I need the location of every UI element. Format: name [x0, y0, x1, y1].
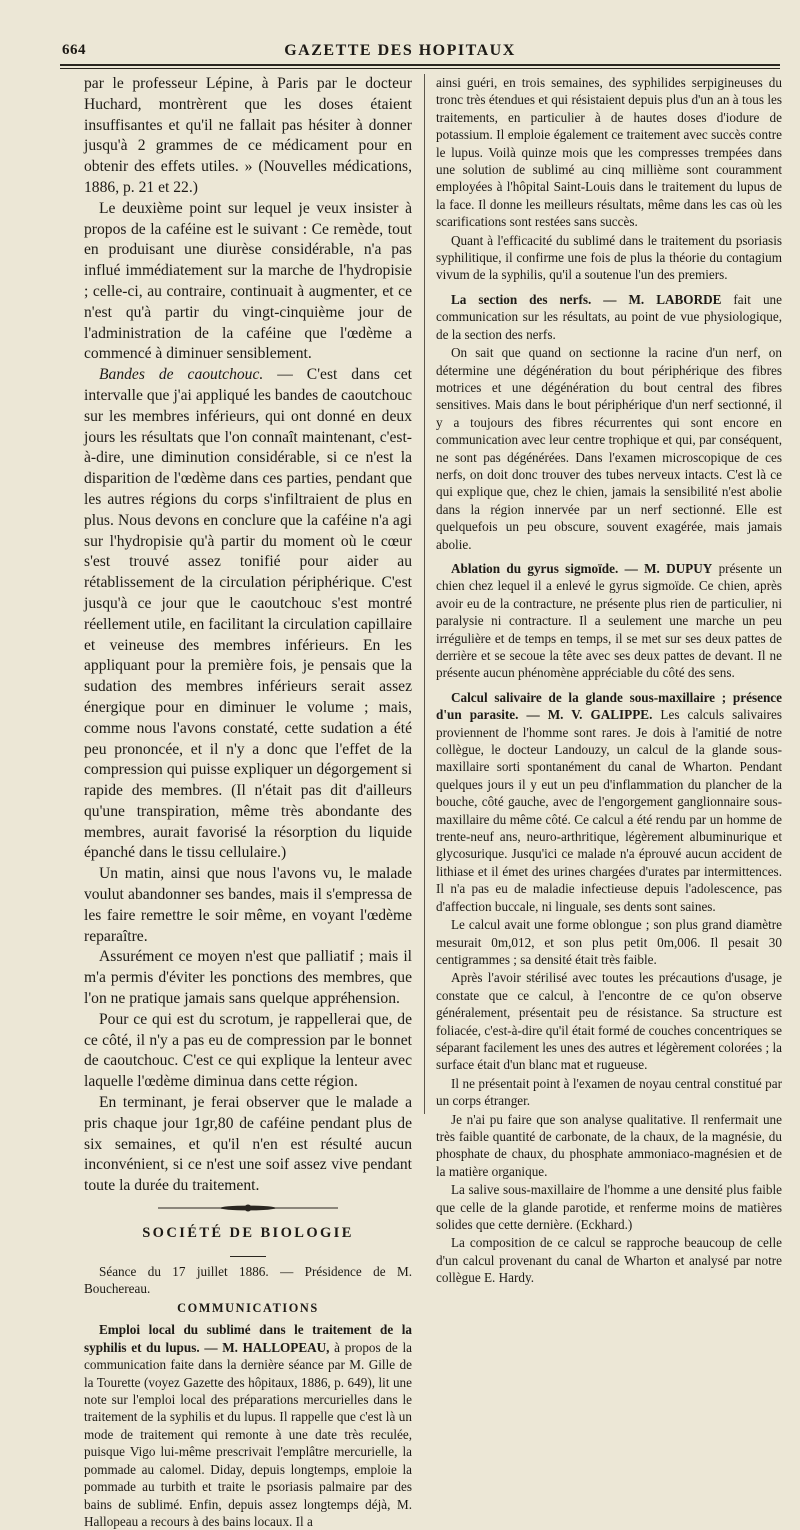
- paragraph-body: à propos de la communication faite dans la dernière séance par M. Gille de la Tourette (voyez Gazette des hôpitaux, 1886, p. 649), lit une note sur l'emploi local des préparations mercurielles dans le traitement de la syphilis et du lupus. Il rappelle que c'est là un mode de traitement qui remonte à une date très reculée, puisque Vigo lui-même prescrivait l'emplâtre mercurielle, la pommade au calomel. Diday, depuis longtemps, emploie la pommade au turbith et traite le psoriasis palmaire par des bains de sublimé. Enfin, depuis assez longtemps déjà, M. Hallopeau a recours à des bains locaux. Il a: [84, 1339, 412, 1529]
- paragraph: Quant à l'efficacité du sublimé dans le traitement du psoriasis syphilitique, il confirme une fois de plus la théorie du contagium vivum de la syphilis, qu'il a soutenue l'un des premiers.: [436, 232, 782, 283]
- section-title: Bandes de caoutchouc.: [99, 366, 264, 384]
- paragraph: [436, 560, 782, 682]
- session-line: Séance du 17 juillet 1886. — Présidence de M. Bouchereau.: [84, 1263, 412, 1297]
- paragraph: La composition de ce calcul se rapproche beaucoup de celle d'un calcul provenant du canal de Wharton et analysé par notre collègue E. Hardy.: [436, 1235, 782, 1286]
- header-rule-thick: [60, 64, 780, 66]
- short-rule: [230, 1256, 266, 1257]
- communications-heading: COMMUNICATIONS: [177, 1300, 319, 1315]
- ornament-divider: [158, 1203, 338, 1213]
- paragraph: ainsi guéri, en trois semaines, des syphilides serpigineuses du tronc très étendues et qui résistaient depuis plus d'un an à tous les traitements, en particulier à de hautes doses d'iodure de potassium. Il emploie également ce traitement avec succès contre le lupus. Voilà quinze mois que les compresses trempées dans une solution de sublimé au cinq millième sont couramment employées à l'hôpital Saint-Louis dans le traitement du lupus de la face. Il donne les meilleurs résultats, même dans les cas où les scarifications sont restées sans succès.: [436, 75, 782, 230]
- paragraph-body: présente un chien chez lequel il a enlevé le gyrus sigmoïde. Ce chien, après avoir eu de la contracture, ne présente plus rien de particulier, ni paralysie ni contracture. Il a seulement une marche un peu irrégulière et de temps en temps, il se met sur ses deux pattes de derrière et se secoue la tête avec ses deux pattes de devant. Il ne présente aucun phénomène appréciable du côté des sens.: [436, 560, 783, 681]
- section-title: Emploi local du sublimé dans le traitement de la syphilis et du lupus. — M. HALLOPEAU,: [84, 1322, 412, 1355]
- paragraph: Je n'ai pu faire que son analyse qualitative. Il renfermait une très faible quantité de carbonate, de la chaux, de la magnésie, du phosphate de chaux, du phosphate ammoniaco-magnésien et de la matière organique.: [436, 1111, 782, 1179]
- section-title: Calcul salivaire de la glande sous-maxillaire ; présence d'un parasite. — M. V. GALIPPE.: [436, 689, 782, 723]
- running-head: [0, 42, 800, 62]
- paragraph: On sait que quand on sectionne la racine d'un nerf, on détermine une dégénération du bout périphérique des fibres motrices et une dégénération du bout central des fibres sensitives. Mais dans le bout périphérique d'un nerf sectionné, il y a toujours des fibres récurrentes qui sont encore en communication avec leur centre trophique et qui, par conséquent, ne sont pas dégénérées. Dans l'examen microscopique de ces nerfs, on doit donc trouver des tubes nerveux intacts. C'est là ce qui explique que, chez le chien, jamais la sensibilité n'est abolie dans la région innervée par un nerf sectionné. Elle est quelquefois un peu obscure, souvent exagérée, mais jamais abolie.: [436, 345, 782, 552]
- paragraph: Assurément ce moyen n'est que palliatif ; mais il m'a permis d'éviter les ponctions des membres, que l'on ne pratique jamais sans quelque appréhension.: [84, 948, 412, 1008]
- paragraph: Pour ce qui est du scrotum, je rappellerai que, de ce côté, il n'y a pas eu de compression par le bonnet de caoutchouc. C'est ce qui explique la lenteur avec laquelle l'œdème diminua dans cette région.: [84, 1010, 412, 1091]
- right-column: [436, 74, 782, 1288]
- paragraph: [436, 291, 782, 343]
- journal-title: GAZETTE DES HOPITAUX: [284, 42, 516, 59]
- society-heading: SOCIÉTÉ DE BIOLOGIE: [142, 1225, 354, 1242]
- paragraph: Il ne présentait point à l'examen de noyau central constitué par un corps étranger.: [436, 1075, 782, 1109]
- section-title: Ablation du gyrus sigmoïde. — M. DUPUY: [451, 560, 713, 576]
- paragraph-body: Les calculs salivaires proviennent de l'homme sont rares. Je dois à l'amitié de notre collègue, le docteur Landouzy, un calcul de la glande sous-maxillaire sorti spontanément du canal de Wharton. Pendant quelques jours il y eut un peu d'inflammation du plancher de la bouche, côté gauche, avec de l'engorgement ganglionnaire sous-maxillaire du même côté. Ce calcul a été rendu par un homme de trente-neuf ans, neuro-arthritique, légèrement albuminurique et glycosurique. Jusqu'ici ce malade n'a éprouvé aucun accident de lithiase et il émet des urines chargées d'urates par intermittences. Il n'a pas eu de maladie infectieuse depuis l'adolescence, pas d'affection buccale, ni linguale, ses dents sont saines.: [436, 707, 782, 914]
- paragraph: Après l'avoir stérilisé avec toutes les précautions d'usage, je constate que ce calcul, à l'encontre de ce qu'on observe généralement, présentait peu de résistance. Sa structure est foliacée, c'est-à-dire qu'il était formé de couches concentriques se séparant facilement les unes des autres et légèrement colorées ; la surface était d'un blanc mat et rugueuse.: [436, 970, 782, 1073]
- column-divider: [424, 74, 425, 1114]
- paragraph: par le professeur Lépine, à Paris par le docteur Huchard, montrèrent que les doses étaient insuffisantes et qu'il ne fallait pas hésiter à donner jusqu'à 2 grammes de ce médicament pour en obtenir des effets utiles. » (Nouvelles médications, 1886, p. 21 et 22.): [84, 75, 412, 196]
- paragraph: La salive sous-maxillaire de l'homme a une densité plus faible que celle de la glande parotide, et renferme moins de matières solides que cette dernière. (Eckhard.): [436, 1182, 782, 1232]
- paragraph-body: — C'est dans cet intervalle que j'ai appliqué les bandes de caoutchouc sur les membres inférieurs, qui ont donné en deux jours les résultats que l'on connaît maintenant, c'est-à-dire, une diminution considérable, si ce n'est la disparition de l'œdème dans ces parties, pendant que les autres régions du corps s'infiltraient de plus en plus. Nous devons en conclure que la caféine n'a agi sur l'hydropisie qu'à partir du moment où le cœur s'est trouvé assez tonifié pour aider au rétablissement de la circulation périphérique. C'est jusqu'à ce jour que le caoutchouc s'est montré réellement utile, en facilitant la circulation capillaire et veineuse des membres inférieurs. En les appliquant pour la première fois, je pensais que la sudation des membres inférieurs serait assez énergique pour en diminuer le volume ; mais, comme nous l'avons constaté, cette sudation a été peu prononcée, et il n'y a donc que l'effet de la compression qui puisse expliquer un dégorgement si rapide des membres. (Il n'était pas dit d'ailleurs qu'une transpiration, même très abondante des membres, aurait favorisé la résorption du liquide épanché dans le tissu cellulaire.): [84, 366, 412, 862]
- paragraph: Un matin, ainsi que nous l'avons vu, le malade voulut abandonner ses bandes, mais il s'empressa de les faire remettre le soir même, en voyant l'œdème reparaître.: [84, 865, 412, 945]
- paragraph: [84, 1321, 412, 1530]
- paragraph: [84, 365, 412, 864]
- header-rule-thin: [60, 68, 780, 69]
- paragraph-body: fait une communication sur les résultats, au point de vue physiologique, de la section des nerfs.: [436, 291, 782, 342]
- page-number: 664: [62, 42, 86, 58]
- left-column: [84, 74, 412, 1530]
- paragraph: Le deuxième point sur lequel je veux insister à propos de la caféine est le suivant : Ce remède, tout en produisant une diurèse considérable, n'a pas influé immédiatement sur la marche de l'hydropisie ; celle-ci, au contraire, continuait à augmenter, et ce n'est qu'à partir du vingt-cinquième jour de l'administration de la caféine que l'œdème a commencé à diminuer sensiblement.: [84, 199, 412, 363]
- paragraph: Le calcul avait une forme oblongue ; son plus grand diamètre mesurait 0m,012, et son plus petit 0m,006. Il pesait 30 centigrammes ; sa densité était très faible.: [436, 917, 782, 967]
- section-title: La section des nerfs. — M. LABORDE: [451, 291, 722, 307]
- paragraph: En terminant, je ferai observer que le malade a pris chaque jour 1gr,80 de caféine pendant plus de six semaines, et qu'il n'en est résulté aucun inconvénient, si ce n'est une soif assez vive pendant toute la durée du traitement.: [84, 1094, 412, 1195]
- paragraph: [436, 689, 782, 915]
